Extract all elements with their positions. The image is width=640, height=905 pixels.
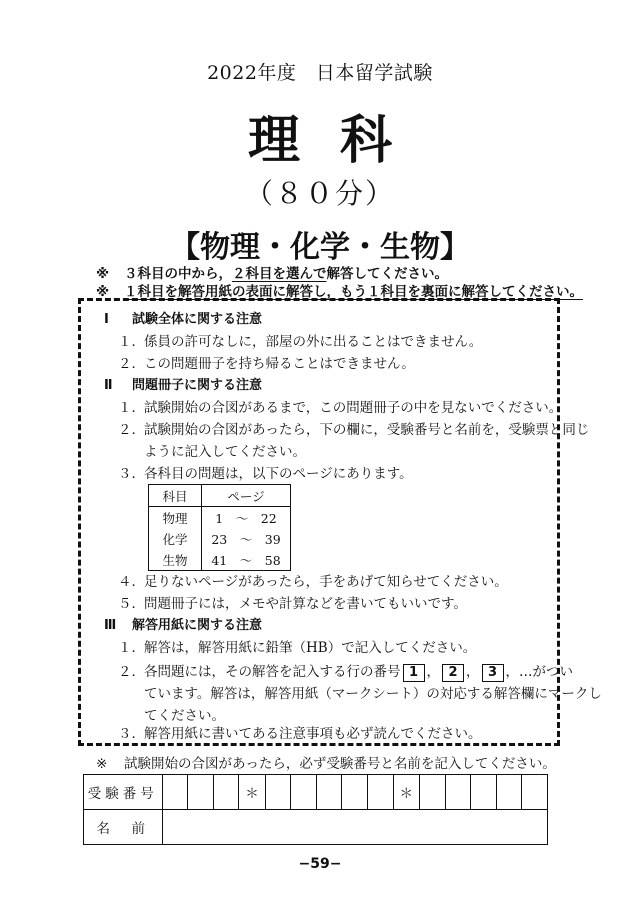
s2-item-2 (118, 418, 589, 438)
item-number: ２． (118, 356, 145, 372)
section-number: Ⅲ (104, 618, 117, 633)
page-range-table (148, 484, 291, 571)
exam-id-table (83, 774, 548, 845)
table-header-subject: 科目 (149, 485, 202, 507)
exam-year-title: 2022年度 日本留学試験 (207, 62, 433, 84)
item-text: ，…がつい (505, 664, 573, 680)
note-mark: ※ (96, 756, 108, 772)
table-cell-subject: 物理 (149, 507, 202, 529)
exam-number-star: ＊ (393, 775, 419, 810)
page-from: 23 (211, 531, 228, 547)
item-text: 各科目の問題は，以下のページにあります。 (144, 466, 413, 482)
page-from: 41 (211, 552, 228, 568)
item-number: ３． (118, 466, 145, 482)
section-title: 解答用紙に関する注意 (132, 618, 263, 633)
section-3-heading (104, 614, 262, 633)
bottom-note (96, 752, 556, 772)
table-header-pages: ページ (202, 485, 291, 507)
s3-item-1 (118, 636, 476, 656)
table-row (149, 528, 291, 549)
s1-item-2 (118, 352, 415, 372)
exam-number-star: ＊ (239, 775, 265, 810)
s3-item-2: ２．各問題には，その解答を記入する行の番号 1 ， 2 ， 3 ，…がつい (118, 660, 573, 682)
item-number: １． (118, 334, 145, 350)
s2-item-1 (118, 396, 562, 416)
s2-item-4 (118, 570, 508, 590)
section-2-heading (104, 374, 262, 393)
exam-number-cell[interactable] (213, 775, 239, 810)
section-number: Ⅰ (104, 312, 109, 327)
item-number: ３． (118, 726, 145, 742)
exam-number-cell[interactable] (496, 775, 522, 810)
note-mark: ※ (96, 284, 110, 300)
exam-number-cell[interactable] (445, 775, 471, 810)
page-sep: ～ (235, 510, 249, 526)
item-number: １． (118, 640, 145, 656)
top-note-2 (96, 280, 583, 300)
item-text: 試験開始の合図があったら，下の欄に，受験番号と名前を，受験票と同じ (144, 422, 590, 438)
s1-item-1 (118, 330, 482, 350)
s2-item-5 (118, 592, 467, 612)
name-label: 名 前 (84, 810, 163, 845)
exam-number-cell[interactable] (368, 775, 394, 810)
item-number: ５． (118, 596, 145, 612)
table-cell-pages (202, 507, 291, 529)
page-sep: ～ (239, 531, 253, 547)
table-row (149, 549, 291, 571)
s3-item-2-continuation-2: てください。 (144, 708, 225, 724)
item-text: 係員の許可なしに，部屋の外に出ることはできません。 (144, 334, 483, 350)
exam-duration: （８０分） (244, 177, 395, 210)
note-text: 解答してください。 (326, 266, 448, 282)
top-note-1 (96, 262, 448, 282)
exam-number-row (84, 775, 548, 810)
note-text: ３科目の中から， (124, 266, 232, 282)
subject-title: 理科 (247, 110, 432, 171)
name-field[interactable] (162, 810, 547, 845)
table-row (149, 507, 291, 529)
table-cell-pages (202, 549, 291, 571)
s3-item-2-continuation: ています。解答は，解答用紙（マークシート）の対応する解答欄にマークし (144, 686, 602, 702)
item-number: ２． (118, 422, 145, 438)
item-number: ４． (118, 574, 145, 590)
item-text: この問題冊子を持ち帰ることはできません。 (144, 356, 415, 372)
note-text: 試験開始の合図があったら，必ず受験番号と名前を記入してください。 (124, 756, 556, 772)
exam-number-cell[interactable] (316, 775, 342, 810)
item-number: １． (118, 400, 145, 416)
page-number: −59− (298, 856, 342, 872)
item-text: 各問題には，その解答を記入する行の番号 (144, 664, 401, 680)
section-title: 試験全体に関する注意 (132, 312, 263, 327)
exam-number-cell[interactable] (471, 775, 497, 810)
exam-number-cell[interactable] (522, 775, 548, 810)
exam-number-cell[interactable] (265, 775, 291, 810)
table-cell-subject: 化学 (149, 528, 202, 549)
item-text: 解答用紙に書いてある注意事項も必ず読んでください。 (144, 726, 482, 742)
note-underlined-text: １科目を解答用紙の表面に解答し，もう１科目を裏面に解答してください。 (124, 284, 583, 300)
item-text: 試験開始の合図があるまで，この問題冊子の中を見ないでください。 (144, 400, 563, 416)
exam-number-cell[interactable] (188, 775, 214, 810)
row-number-box: 2 (442, 664, 464, 682)
name-row (84, 810, 548, 845)
s3-item-3 (118, 722, 482, 742)
page-to: 39 (264, 531, 281, 547)
exam-number-cell[interactable] (419, 775, 445, 810)
table-header-row (149, 485, 291, 507)
item-text: 問題冊子には，メモや計算などを書いてもいいです。 (144, 596, 467, 612)
exam-number-cell[interactable] (162, 775, 188, 810)
item-text: 解答は，解答用紙に鉛筆（HB）で記入してください。 (144, 640, 477, 656)
section-number: Ⅱ (104, 378, 113, 393)
exam-number-cell[interactable] (342, 775, 368, 810)
table-cell-subject: 生物 (149, 549, 202, 571)
row-number-box: 1 (403, 664, 425, 682)
row-number-box: 3 (482, 664, 504, 682)
note-underlined-text: ２科目を選んで (232, 266, 327, 282)
section-title: 問題冊子に関する注意 (132, 378, 263, 393)
exam-number-label: 受験番号 (84, 775, 163, 810)
page-from: 1 (215, 510, 224, 526)
s2-item-3 (118, 462, 413, 482)
page-to: 58 (264, 552, 281, 568)
item-text: 足りないページがあったら，手をあげて知らせてください。 (144, 574, 508, 590)
s2-item-2-continuation: ように記入してください。 (144, 444, 306, 460)
section-1-heading (104, 308, 262, 327)
note-mark: ※ (96, 266, 110, 282)
page-sep: ～ (239, 552, 253, 568)
item-number: ２． (118, 664, 145, 680)
table-cell-pages (202, 528, 291, 549)
subject-fields: 【物理・化学・生物】 (170, 230, 470, 265)
page-to: 22 (260, 510, 277, 526)
exam-number-cell[interactable] (291, 775, 317, 810)
